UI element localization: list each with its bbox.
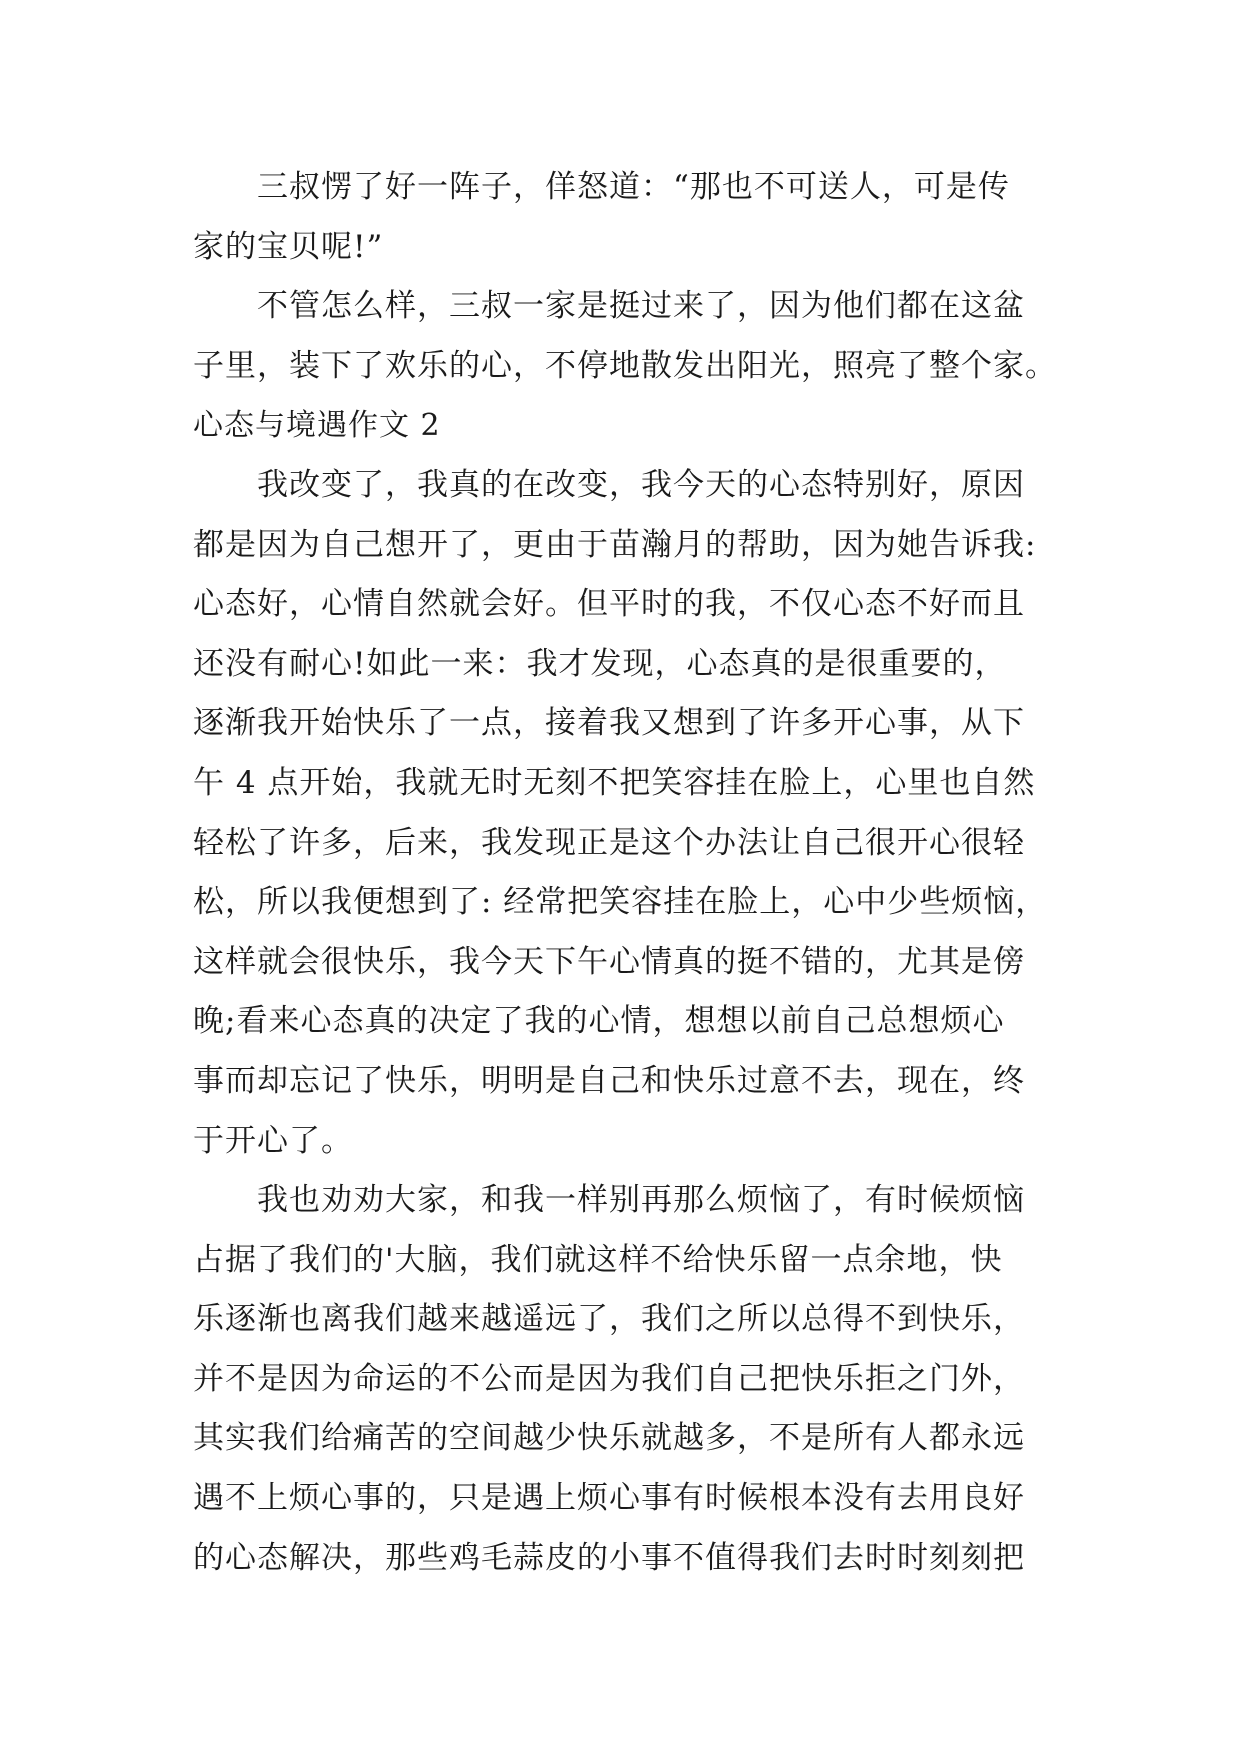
- text-line: 午 4 点开始，我就无时无刻不把笑容挂在脸上，心里也自然: [193, 764, 1036, 801]
- text-line: 心态好，心情自然就会好。但平时的我，不仅心态不好而且: [193, 586, 1025, 623]
- document-body: [193, 158, 1055, 1588]
- text-line: 家的宝贝呢!”: [193, 228, 384, 265]
- text-line: 占据了我们的'大脑，我们就这样不给快乐留一点余地，快: [193, 1241, 1003, 1278]
- text-line: 晚;看来心态真的决定了我的心情，想想以前自己总想烦心: [193, 1003, 1005, 1040]
- text-line: 其实我们给痛苦的空间越少快乐就越多，不是所有人都永远: [193, 1420, 1025, 1457]
- text-line: 事而却忘记了快乐，明明是自己和快乐过意不去，现在，终: [193, 1062, 1025, 1099]
- text-line: 都是因为自己想开了，更由于苗瀚月的帮助，因为她告诉我:: [193, 526, 1037, 563]
- text-line: 乐逐渐也离我们越来越遥远了，我们之所以总得不到快乐，: [193, 1301, 1025, 1338]
- section-heading: 心态与境遇作文 2: [193, 408, 441, 444]
- text-line: 于开心了。: [193, 1122, 353, 1159]
- text-line: 轻松了许多，后来，我发现正是这个办法让自己很开心很轻: [193, 824, 1025, 861]
- text-line: 三叔愣了好一阵子，佯怒道：“那也不可送人，可是传: [257, 169, 1010, 205]
- text-line: 子里，装下了欢乐的心，不停地散发出阳光，照亮了整个家。: [193, 347, 1057, 384]
- text-line: 松，所以我便想到了: 经常把笑容挂在脸上，心中少些烦恼，: [193, 884, 1048, 921]
- text-line: 这样就会很快乐，我今天下午心情真的挺不错的，尤其是傍: [193, 943, 1025, 980]
- text-line: 我也劝劝大家，和我一样别再那么烦恼了，有时候烦恼: [257, 1182, 1025, 1219]
- text-line: 遇不上烦心事的，只是遇上烦心事有时候根本没有去用良好: [193, 1480, 1025, 1517]
- text-line: 还没有耐心!如此一来：我才发现，心态真的是很重要的，: [193, 645, 1007, 682]
- text-line: 不管怎么样，三叔一家是挺过来了，因为他们都在这盆: [257, 288, 1025, 325]
- text-line: 并不是因为命运的不公而是因为我们自己把快乐拒之门外，: [193, 1360, 1025, 1397]
- text-line: 的心态解决，那些鸡毛蒜皮的小事不值得我们去时时刻刻把: [193, 1539, 1025, 1576]
- text-line: 逐渐我开始快乐了一点，接着我又想到了许多开心事，从下: [193, 705, 1025, 742]
- text-line: 我改变了，我真的在改变，我今天的心态特别好，原因: [257, 466, 1025, 503]
